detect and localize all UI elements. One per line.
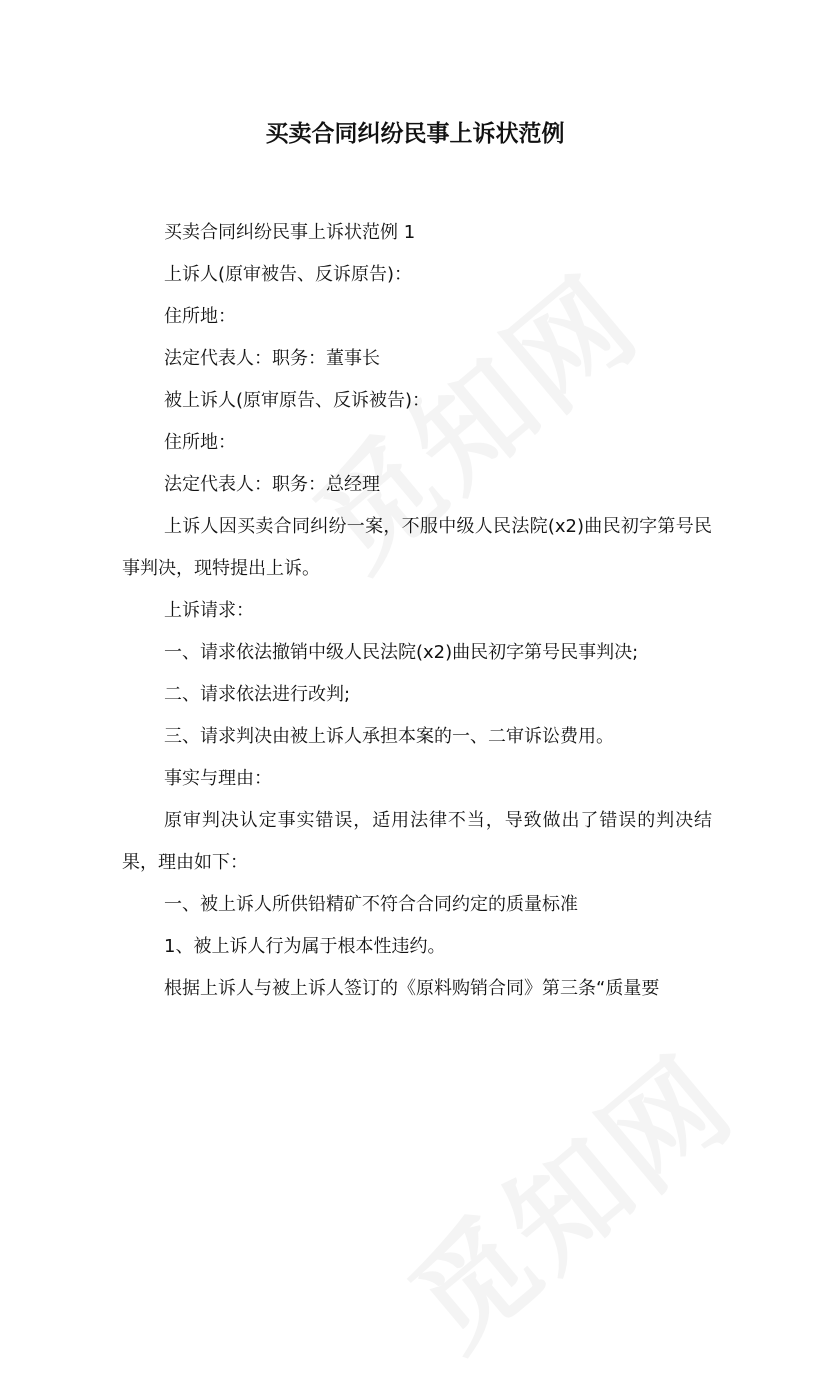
document-title: 买卖合同纠纷民事上诉状范例 [265,121,565,147]
paragraph-reason-1-1: 1、被上诉人行为属于根本性违约。 [164,936,446,957]
document-body [122,212,712,1010]
paragraph-request-2: 二、请求依法进行改判; [164,684,351,705]
paragraph-heading: 买卖合同纠纷民事上诉状范例 1 [164,222,416,243]
paragraph-appellant: 上诉人(原审被告、反诉原告)： [164,264,413,285]
paragraph-facts-heading: 事实与理由： [164,768,272,789]
watermark-bottom [369,1010,763,1379]
paragraph-case-intro: 上诉人因买卖合同纠纷一案，不服中级人民法院(x2)曲民初字第号民事判决，现特提出上诉。 [122,516,712,579]
paragraph-request-1: 一、请求依法撤销中级人民法院(x2)曲民初字第号民事判决; [164,642,639,663]
paragraph-request-3: 三、请求判决由被上诉人承担本案的一、二审诉讼费用。 [164,726,614,747]
paragraph-appellee: 被上诉人(原审原告、反诉被告)： [164,390,431,411]
paragraph-appellant-representative: 法定代表人：职务：董事长 [164,348,380,369]
paragraph-appeal-requests-heading: 上诉请求： [164,600,254,621]
paragraph-appellee-address: 住所地： [164,432,236,453]
paragraph-facts-intro: 原审判决认定事实错误，适用法律不当，导致做出了错误的判决结果，理由如下： [122,810,712,873]
paragraph-contract-basis: 根据上诉人与被上诉人签订的《原料购销合同》第三条“质量要 [164,978,660,999]
paragraph-appellee-representative: 法定代表人：职务：总经理 [164,474,380,495]
paragraph-reason-1: 一、被上诉人所供铅精矿不符合合同约定的质量标准 [164,894,578,915]
paragraph-appellant-address: 住所地： [164,306,236,327]
